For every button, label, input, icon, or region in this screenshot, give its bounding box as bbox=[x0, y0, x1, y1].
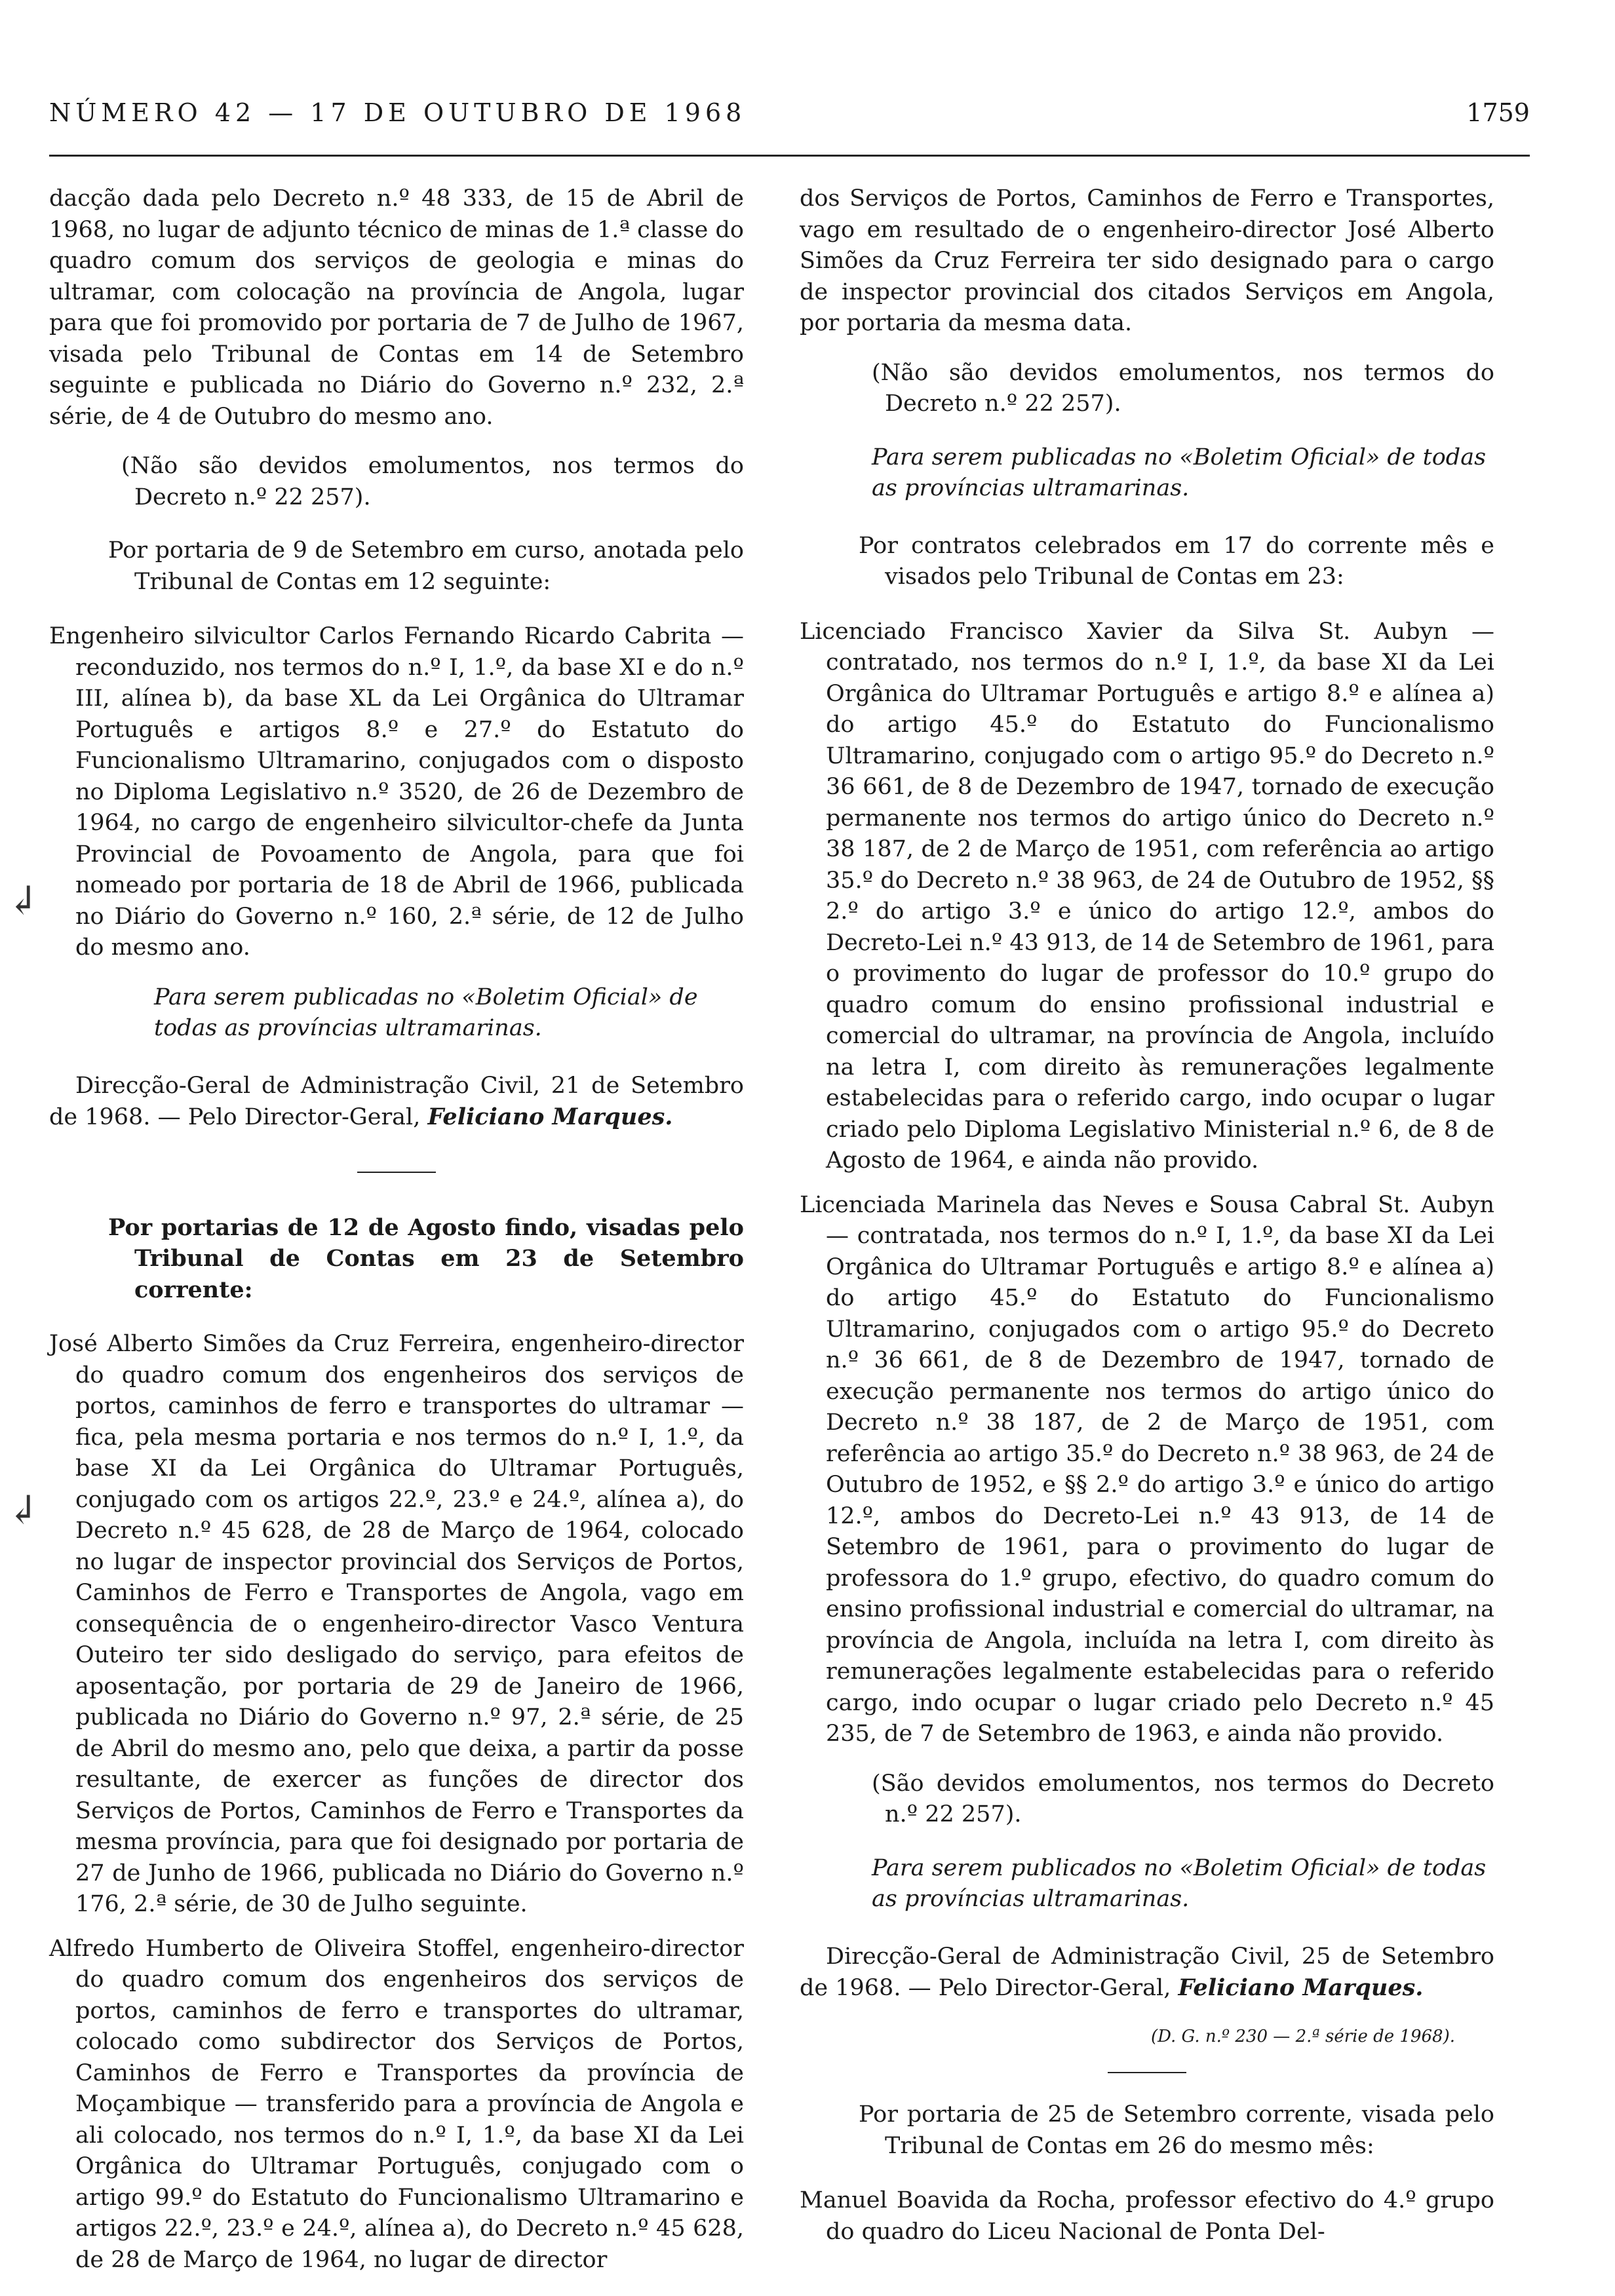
signature-text: Direcção-Geral de Administração Civil, 21 de Setembro de 1968. — Pelo Director-Geral, bbox=[49, 1072, 744, 1130]
contract-entry: Licenciado Francisco Xavier da Silva St. Aubyn — contratado, nos termos do n.º I, 1.º, da base XI da Lei Orgânica do Ultramar Português e artigo 8.º e alínea a) do artigo 45.º do Estatuto do Funcionalismo Ultramarino, conjugado com o artigo 95.º do Decreto n.º 36 661, de 8 de Dezembro de 1947, tornado de execução permanente nos termos do artigo único do Decreto n.º 38 187, de 2 de Março de 1951, com referência ao artigo 35.º do Decreto n.º 38 963, de 24 de Outubro de 1952, §§ 2.º do artigo 3.º e único do artigo 12.º, ambos do Decreto-Lei n.º 43 913, de 14 de Setembro de 1961, para o provimento do lugar de professor do 10.º grupo do quadro comum do ensino profissional industrial e comercial do ultramar, na província de Angola, incluído na letra I, com direito às remunerações legalmente estabelecidas para o referido cargo, indo ocupar o lugar criado pelo Diploma Legislativo Ministerial n.º 6, de 8 de Agosto de 1964, e ainda não provido. bbox=[800, 618, 1494, 1174]
emolument-note: (São devidos emolumentos, nos termos do Decreto n.º 22 257). bbox=[872, 1770, 1494, 1827]
emolument-note: (Não são devidos emolumentos, nos termos do Decreto n.º 22 257). bbox=[872, 359, 1494, 417]
diario-reference: (D. G. n.º 230 — 2.ª série de 1968). bbox=[1150, 2026, 1455, 2046]
contract-entry: Licenciada Marinela das Neves e Sousa Cabral St. Aubyn — contratada, nos termos do n.º I, 1.º, da base XI da Lei Orgânica do Ultramar Português e artigo 8.º e alínea a) do artigo 45.º do Estatuto do Funcionalismo Ultramarino, conjugados com o artigo 95.º do Decreto n.º 36 661, de 8 de Dezembro de 1947, tornado de execução permanente nos termos do artigo único do Decreto n.º 38 187, de 2 de Março de 1951, com referência ao artigo 35.º do Decreto n.º 38 963, de 24 de Outubro de 1952, e §§ 2.º do artigo 3.º e único do artigo 12.º, ambos do Decreto-Lei n.º 43 913, de 14 de Setembro de 1961, para o provimento do lugar de professora do 1.º grupo, efectivo, do quadro comum do ensino profissional industrial e comercial do ultramar, na província de Angola, incluída na letra I, com direito às remunerações legalmente estabelecidas para o referido cargo, indo ocupar o lugar criado pelo Decreto n.º 45 235, de 7 de Setembro de 1963, e ainda não provido. bbox=[800, 1191, 1494, 1747]
page-number: 1759 bbox=[1466, 98, 1530, 127]
right-column bbox=[800, 183, 1494, 2261]
contract-intro: Por contratos celebrados em 17 do corrente mês e visados pelo Tribunal de Contas em 23: bbox=[859, 532, 1494, 590]
appointment-entry: Engenheiro silvicultor Carlos Fernando Ricardo Cabrita — reconduzido, nos termos do n.º I, 1.º, da base XI e do n.º III, alínea b), da base XL da Lei Orgânica do Ultramar Português e artigos 8.º e 27.º do Estatuto do Funcionalismo Ultramarino, conjugados com o disposto no Diploma Legislativo n.º 3520, de 26 de Dezembro de 1964, no cargo de engenheiro silvicultor-chefe da Junta Provincial de Povoamento de Angola, para que foi nomeado por portaria de 18 de Abril de 1966, publicada no Diário do Governo n.º 160, 2.ª série, de 12 de Julho do mesmo ano. bbox=[49, 623, 744, 961]
margin-mark-icon: ↲ bbox=[7, 878, 40, 924]
portaria-intro: Por portaria de 25 de Setembro corrente, visada pelo Tribunal de Contas em 26 do mesmo mês: bbox=[859, 2101, 1494, 2159]
paragraph: dos Serviços de Portos, Caminhos de Ferro e Transportes, vago em resultado de o engenheiro-director José Alberto Simões da Cruz Ferreira ter sido designado para o cargo de inspector provincial dos citados Serviços em Angola, por portaria da mesma data. bbox=[800, 185, 1494, 336]
paragraph: dacção dada pelo Decreto n.º 48 333, de 15 de Abril de 1968, no lugar de adjunto técnico de minas de 1.ª classe do quadro comum dos serviços de geologia e minas do ultramar, com colocação na província de Angola, lugar para que foi promovido por portaria de 7 de Julho de 1967, visada pelo Tribunal de Contas em 14 de Setembro seguinte e publicada no Diário do Governo n.º 232, 2.ª série, de 4 de Outubro do mesmo ano. bbox=[49, 185, 744, 430]
signatory-name: Feliciano Marques. bbox=[427, 1103, 673, 1130]
section-separator bbox=[1108, 2072, 1186, 2073]
section-separator bbox=[357, 1172, 436, 1173]
signature-block bbox=[49, 1071, 744, 1134]
signatory-name: Feliciano Marques. bbox=[1178, 1974, 1424, 2001]
publication-note: Para serem publicadas no «Boletim Oficial» de todas as províncias ultramarinas. bbox=[154, 984, 698, 1041]
signature-text: Direcção-Geral de Administração Civil, 25 de Setembro de 1968. — Pelo Director-Geral, bbox=[800, 1943, 1494, 2001]
signature-block bbox=[800, 1942, 1494, 2004]
appointment-entry: Alfredo Humberto de Oliveira Stoffel, engenheiro-director do quadro comum dos engenheiros dos serviços de portos, caminhos de ferro e transportes do ultramar, colocado como subdirector dos Serviços de Portos, Caminhos de Ferro e Transportes da província de Moçambique — transferido para a província de Angola e ali colocado, nos termos do n.º I, 1.º, da base XI da Lei Orgânica do Ultramar Português, conjugado com o artigo 99.º do Estatuto do Funcionalismo Ultramarino e artigos 22.º, 23.º e 24.º, alínea a), do Decreto n.º 45 628, de 28 de Março de 1964, no lugar de director bbox=[49, 1935, 744, 2273]
margin-mark-icon: ↲ bbox=[7, 1487, 40, 1533]
portaria-intro: Por portaria de 9 de Setembro em curso, anotada pelo Tribunal de Contas em 12 seguinte: bbox=[108, 537, 744, 595]
publication-note: Para serem publicados no «Boletim Oficial» de todas as províncias ultramarinas. bbox=[872, 1854, 1487, 1912]
portaria-intro: Por portarias de 12 de Agosto findo, visadas pelo Tribunal de Contas em 23 de Setembro corrente: bbox=[108, 1214, 744, 1303]
left-column bbox=[49, 183, 744, 2289]
emolument-note: (Não são devidos emolumentos, nos termos do Decreto n.º 22 257). bbox=[121, 453, 744, 510]
issue-title: NÚMERO 42 — 17 DE OUTUBRO DE 1968 bbox=[49, 98, 747, 127]
header-rule bbox=[49, 155, 1530, 157]
appointment-entry: Manuel Boavida da Rocha, professor efectivo do 4.º grupo do quadro do Liceu Nacional de Ponta Del- bbox=[800, 2187, 1494, 2245]
page-header bbox=[49, 98, 1530, 144]
appointment-entry: José Alberto Simões da Cruz Ferreira, engenheiro-director do quadro comum dos engenheiros dos serviços de portos, caminhos de ferro e transportes do ultramar — fica, pela mesma portaria e nos termos do n.º I, 1.º, da base XI da Lei Orgânica do Ultramar Português, conjugado com os artigos 22.º, 23.º e 24.º, alínea a), do Decreto n.º 45 628, de 28 de Março de 1964, colocado no lugar de inspector provincial dos Serviços de Portos, Caminhos de Ferro e Transportes de Angola, vago em consequência de o engenheiro-director Vasco Ventura Outeiro ter sido desligado do serviço, para efeitos de aposentação, por portaria de 29 de Janeiro de 1966, publicada no Diário do Governo n.º 97, 2.ª série, de 25 de Abril do mesmo ano, pelo que deixa, a partir da posse resultante, de exercer as funções de director dos Serviços de Portos, Caminhos de Ferro e Transportes da mesma província, para que foi designado por portaria de 27 de Junho de 1966, publicada no Diário do Governo n.º 176, 2.ª série, de 30 de Julho seguinte. bbox=[49, 1331, 744, 1917]
publication-note: Para serem publicadas no «Boletim Oficial» de todas as províncias ultramarinas. bbox=[872, 444, 1487, 501]
